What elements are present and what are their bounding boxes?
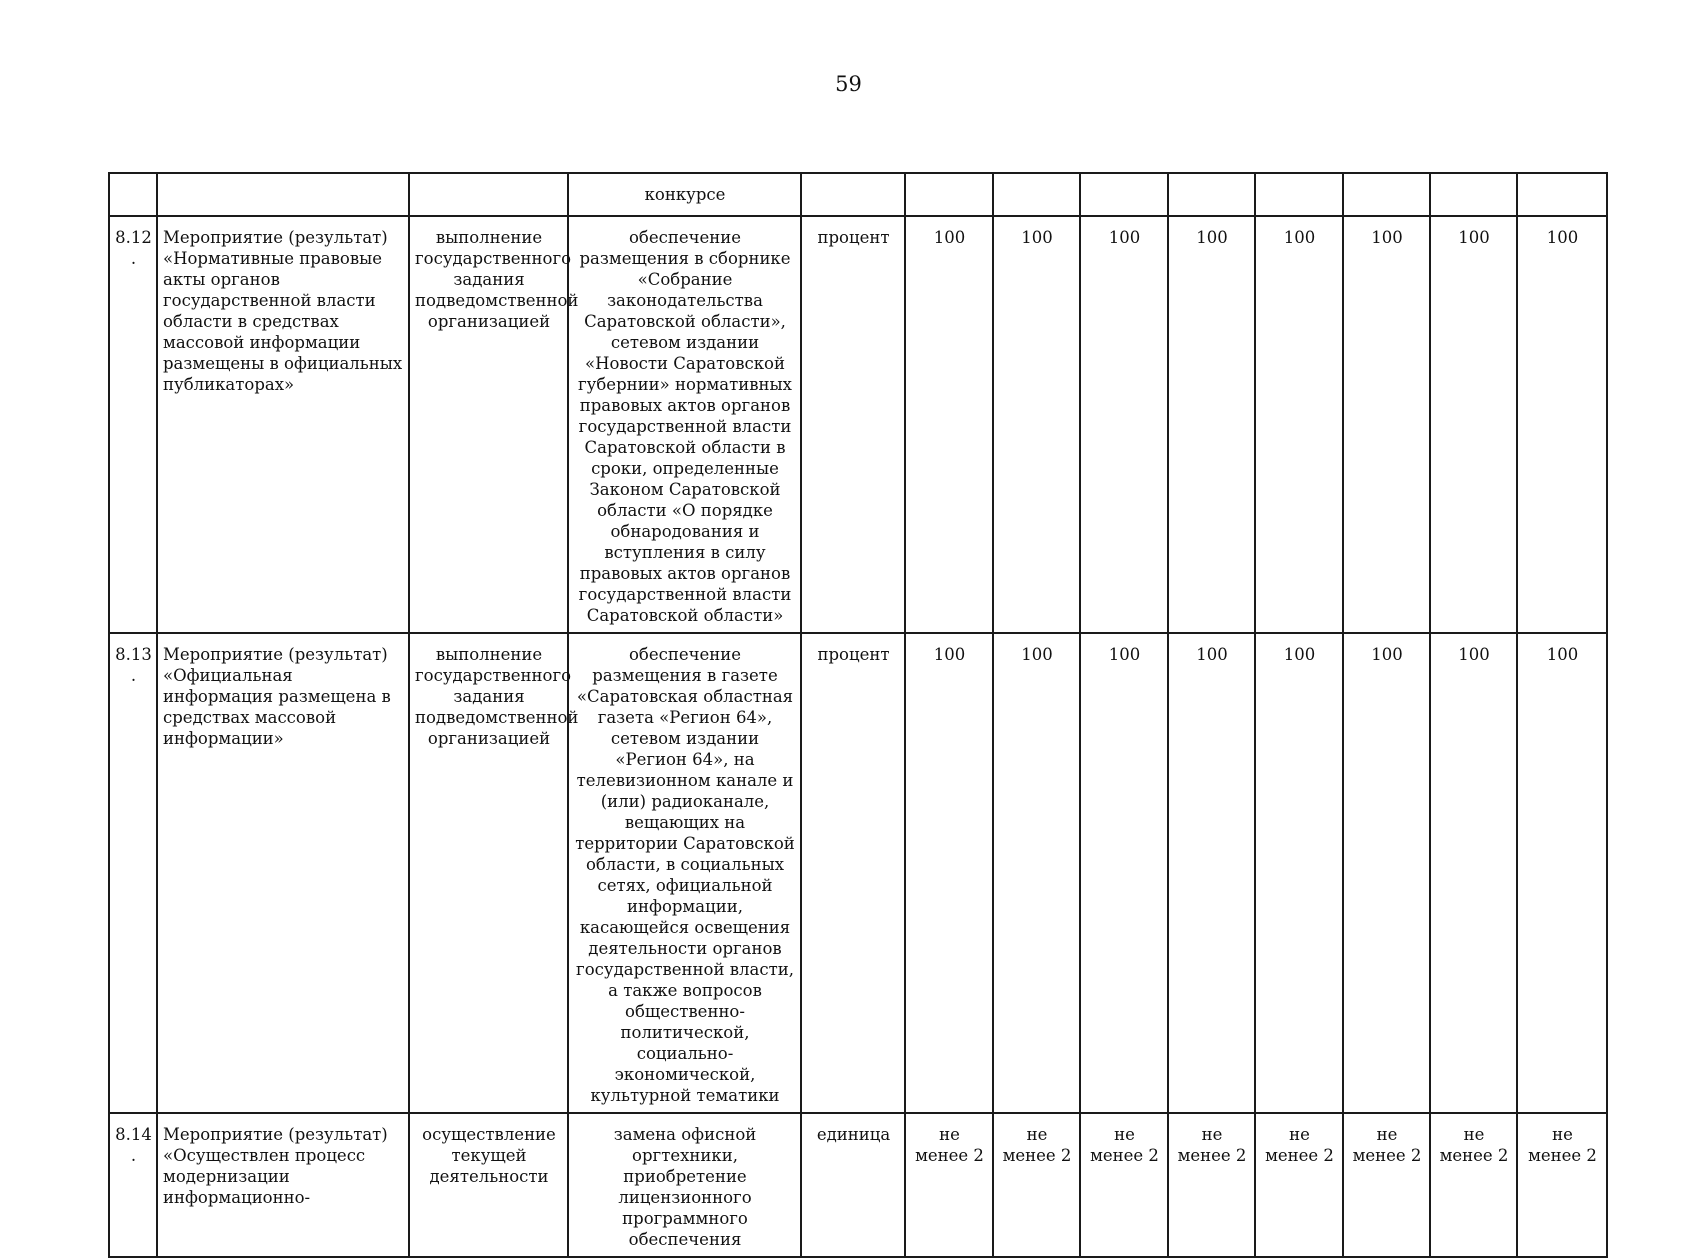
cell-value	[1517, 173, 1607, 216]
basis-text: выполнение государственного задания подведомственной организацией	[409, 633, 568, 1113]
value-cell: не менее 2	[1080, 1113, 1168, 1257]
cell-unit	[801, 173, 905, 216]
row-number: 8.12 .	[109, 216, 157, 633]
row-number: 8.14 .	[109, 1113, 157, 1257]
value-cell: не менее 2	[1168, 1113, 1255, 1257]
value-cell: не менее 2	[993, 1113, 1080, 1257]
cell-value	[1080, 173, 1168, 216]
cell-criterion: конкурсе	[568, 173, 801, 216]
value-cell: не менее 2	[1343, 1113, 1430, 1257]
value-cell: 100	[1255, 633, 1343, 1113]
value-cell: 100	[905, 633, 993, 1113]
value-cell: 100	[1343, 633, 1430, 1113]
value-cell: 100	[1168, 216, 1255, 633]
cell-value	[1343, 173, 1430, 216]
table-row	[109, 216, 1607, 633]
table-row	[109, 633, 1607, 1113]
value-cell: 100	[1430, 633, 1517, 1113]
value-cell: 100	[1080, 216, 1168, 633]
basis-text: осуществление текущей деятельности	[409, 1113, 568, 1257]
criterion-text: обеспечение размещения в сборнике «Собрание законодательства Саратовской области», сетевом издании «Новости Саратовской губернии» нормативных правовых актов органов государственной власти Саратовской области в сроки, определенные Законом Саратовской области «О порядке обнародования и вступления в силу правовых актов органов государственной власти Саратовской области»	[568, 216, 801, 633]
value-cell: 100	[1080, 633, 1168, 1113]
row-number: 8.13 .	[109, 633, 157, 1113]
cell-value	[1168, 173, 1255, 216]
basis-text: выполнение государственного задания подведомственной организацией	[409, 216, 568, 633]
page-number: 59	[835, 72, 862, 96]
indicators-table	[108, 172, 1608, 1258]
cell-value	[1430, 173, 1517, 216]
value-cell: 100	[1430, 216, 1517, 633]
value-cell: не менее 2	[905, 1113, 993, 1257]
event-name: Мероприятие (результат) «Официальная информация размещена в средствах массовой информации»	[157, 633, 409, 1113]
unit-text: единица	[801, 1113, 905, 1257]
table-row	[109, 1113, 1607, 1257]
value-cell: 100	[1255, 216, 1343, 633]
table-row-continuation	[109, 173, 1607, 216]
value-cell: 100	[905, 216, 993, 633]
value-cell: 100	[1343, 216, 1430, 633]
criterion-text: обеспечение размещения в газете «Саратовская областная газета «Регион 64», сетевом издании «Регион 64», на телевизионном канале и (или) радиоканале, вещающих на территории Саратовской области, в социальных сетях, официальной информации, касающейся освещения деятельности органов государственной власти, а также вопросов общественно-политической, социально-экономической, культурной тематики	[568, 633, 801, 1113]
cell-num	[109, 173, 157, 216]
cell-value	[905, 173, 993, 216]
value-cell: 100	[1517, 633, 1607, 1113]
cell-name	[157, 173, 409, 216]
cell-basis	[409, 173, 568, 216]
cell-value	[993, 173, 1080, 216]
event-name: Мероприятие (результат) «Осуществлен процесс модернизации информационно-	[157, 1113, 409, 1257]
value-cell: не менее 2	[1430, 1113, 1517, 1257]
unit-text: процент	[801, 633, 905, 1113]
value-cell: не менее 2	[1517, 1113, 1607, 1257]
cell-value	[1255, 173, 1343, 216]
value-cell: 100	[993, 216, 1080, 633]
value-cell: не менее 2	[1255, 1113, 1343, 1257]
event-name: Мероприятие (результат) «Нормативные правовые акты органов государственной власти области в средствах массовой информации размещены в официальных публикаторах»	[157, 216, 409, 633]
value-cell: 100	[1168, 633, 1255, 1113]
criterion-text: замена офисной оргтехники, приобретение лицензионного программного обеспечения	[568, 1113, 801, 1257]
value-cell: 100	[993, 633, 1080, 1113]
value-cell: 100	[1517, 216, 1607, 633]
unit-text: процент	[801, 216, 905, 633]
